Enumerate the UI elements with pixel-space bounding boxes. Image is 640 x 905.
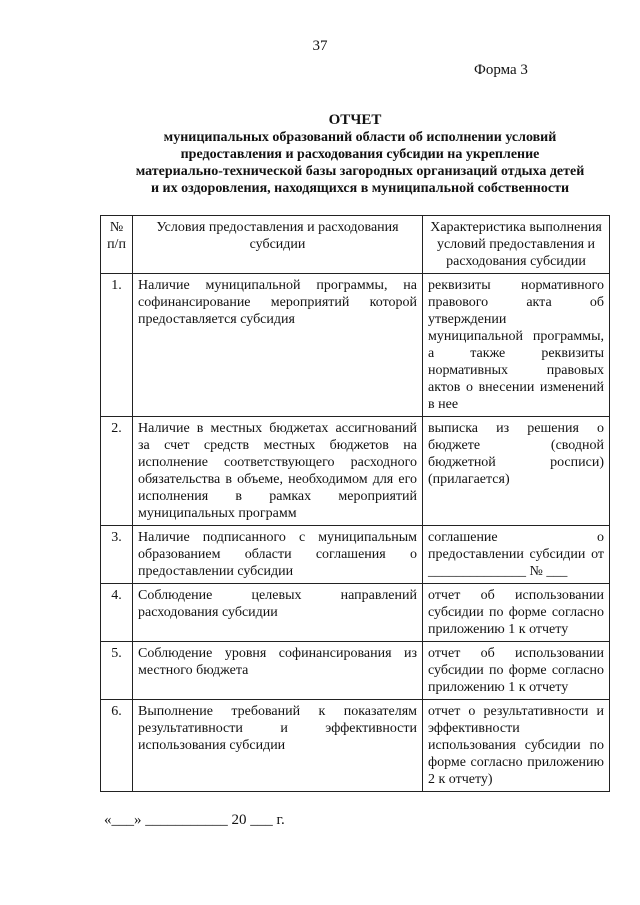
table-row — [101, 584, 610, 642]
row-condition: Соблюдение целевых направлений расходования субсидии — [133, 584, 423, 642]
table-row — [101, 274, 610, 417]
row-num: 1. — [101, 274, 133, 417]
row-condition: Выполнение требований к показателям результативности и эффективности использования субсидии — [133, 700, 423, 792]
table-row — [101, 417, 610, 526]
form-label: Форма 3 — [474, 62, 528, 78]
subtitle-line: и их оздоровления, находящихся в муниципальной собственности — [150, 181, 570, 196]
report-subtitle — [100, 129, 620, 197]
header-characteristic: Характеристика выполнения условий предоставления и расходования субсидии — [423, 216, 610, 274]
row-characteristic: отчет об использовании субсидии по форме согласно приложению 1 к отчету — [423, 642, 610, 700]
table-row — [101, 700, 610, 792]
subtitle-line: материально-технической базы загородных организаций отдыха детей — [135, 164, 585, 179]
row-characteristic: соглашение о предоставлении субсидии от ______________ № ___ — [423, 526, 610, 584]
row-characteristic: выписка из решения о бюджете (сводной бюджетной росписи) (прилагается) — [423, 417, 610, 526]
conditions-table — [100, 215, 610, 792]
row-num: 2. — [101, 417, 133, 526]
row-characteristic: отчет о результативности и эффективности использования субсидии по форме согласно приложению 2 к отчету) — [423, 700, 610, 792]
row-condition: Наличие в местных бюджетах ассигнований за счет средств местных бюджетов на исполнение соответствующего расходного обязательства в объеме, необходимом для его исполнения в рамках мероприятий муниципальных программ — [133, 417, 423, 526]
subtitle-line: предоставления и расходования субсидии на укрепление — [180, 147, 540, 162]
row-condition: Наличие муниципальной программы, на софинансирование мероприятий которой предоставляется субсидия — [133, 274, 423, 417]
signature-date-line: «___» ___________ 20 ___ г. — [104, 812, 285, 828]
row-condition: Наличие подписанного с муниципальным образованием области соглашения о предоставлении субсидии — [133, 526, 423, 584]
row-characteristic: отчет об использовании субсидии по форме согласно приложению 1 к отчету — [423, 584, 610, 642]
row-num: 5. — [101, 642, 133, 700]
row-num: 3. — [101, 526, 133, 584]
table-row — [101, 642, 610, 700]
row-num: 4. — [101, 584, 133, 642]
table-row — [101, 526, 610, 584]
row-num: 6. — [101, 700, 133, 792]
header-num: № п/п — [101, 216, 133, 274]
header-condition: Условия предоставления и расходования субсидии — [133, 216, 423, 274]
page-number: 37 — [312, 38, 328, 54]
row-condition: Соблюдение уровня софинансирования из местного бюджета — [133, 642, 423, 700]
table-header-row — [101, 216, 610, 274]
report-title: ОТЧЕТ — [328, 112, 382, 128]
row-characteristic: реквизиты нормативного правового акта об утверждении муниципальной программы, а также реквизиты нормативных правовых актов о внесении изменений в нее — [423, 274, 610, 417]
subtitle-line: муниципальных образований области об исполнении условий — [163, 130, 557, 145]
